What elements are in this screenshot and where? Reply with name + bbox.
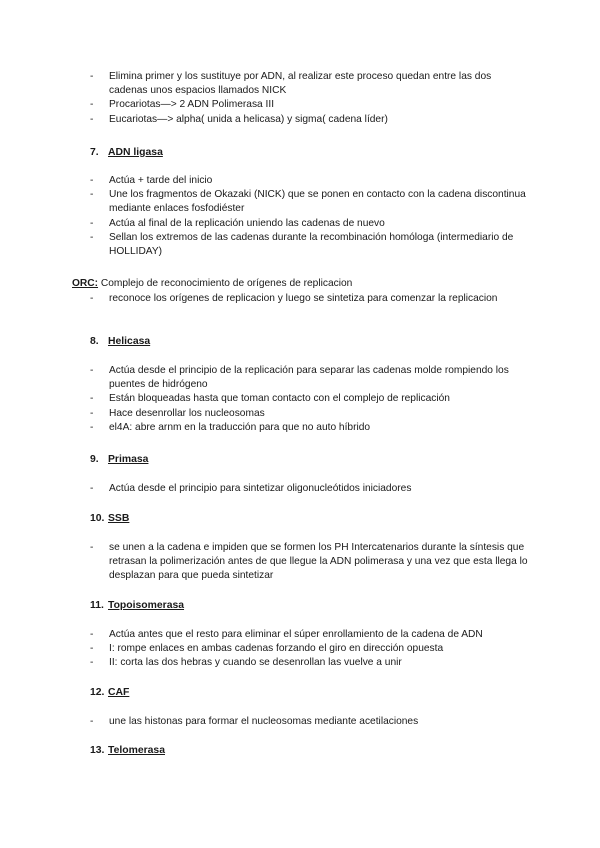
list-item: - Actúa + tarde del inicio (90, 174, 530, 188)
list-item: - Actúa antes que el resto para eliminar el súper enrollamiento de la cadena de ADN (90, 628, 530, 642)
section-number: 9. (90, 454, 99, 465)
list-item: - Actúa desde el principio de la replicación para separar las cadenas molde rompiendo los puentes de hidrógeno (90, 364, 530, 392)
section-heading-helicasa (90, 335, 150, 349)
list-item: - Une los fragmentos de Okazaki (NICK) que se ponen en contacto con la cadena discontinua mediante enlaces fosfodiéster (90, 188, 530, 216)
section-number: 11. (90, 600, 104, 611)
caf-list (90, 715, 530, 729)
orc-text: Complejo de reconocimiento de orígenes de replicacion (98, 278, 353, 289)
section-title: SSB (108, 513, 130, 524)
section-heading-primasa (90, 453, 148, 467)
section-heading-caf (90, 686, 129, 700)
section-title: Telomerasa (108, 745, 165, 756)
list-item: - Eucariotas—> alpha( unida a helicasa) y sigma( cadena líder) (90, 113, 530, 127)
orc-definition (72, 277, 352, 291)
section-number: 12. (90, 687, 105, 698)
list-item: - I: rompe enlaces en ambas cadenas forzando el giro en dirección opuesta (90, 642, 530, 656)
list-item: - Elimina primer y los sustituye por ADN, al realizar este proceso quedan entre las dos cadenas unos espacios llamados NICK (90, 70, 530, 98)
list-item: - Procariotas—> 2 ADN Polimerasa III (90, 98, 530, 112)
section-title: Primasa (108, 454, 149, 465)
topoisomerasa-list (90, 628, 530, 671)
section-heading-adn-ligasa (90, 146, 163, 160)
section-title: Topoisomerasa (108, 600, 185, 611)
intro-list (90, 70, 530, 127)
section-title: Helicasa (108, 336, 151, 347)
section-title: CAF (108, 687, 130, 698)
list-item: - II: corta las dos hebras y cuando se desenrollan las vuelve a unir (90, 656, 530, 670)
list-item: - Hace desenrollar los nucleosomas (90, 407, 530, 421)
ssb-list (90, 541, 530, 584)
section-title: ADN ligasa (108, 147, 163, 158)
section-number: 8. (90, 336, 99, 347)
section-number: 10. (90, 513, 105, 524)
section-heading-topoisomerasa (90, 599, 184, 613)
orc-list (90, 292, 530, 306)
helicasa-list (90, 364, 530, 435)
primasa-list (90, 482, 530, 496)
orc-label: ORC: (72, 278, 99, 289)
section-number: 7. (90, 147, 99, 158)
list-item: - Actúa desde el principio para sintetizar oligonucleótidos iniciadores (90, 482, 530, 496)
section-number: 13. (90, 745, 105, 756)
list-item: - Actúa al final de la replicación uniendo las cadenas de nuevo (90, 217, 530, 231)
list-item: - el4A: abre arnm en la traducción para que no auto híbrido (90, 421, 530, 435)
section-heading-telomerasa (90, 744, 165, 758)
list-item: - Están bloqueadas hasta que toman contacto con el complejo de replicación (90, 392, 530, 406)
adn-ligasa-list (90, 174, 530, 259)
list-item: - se unen a la cadena e impiden que se formen los PH Intercatenarios durante la síntesis que retrasan la polimerización antes de que llegue la ADN polimerasa y una vez que esta llega lo desplazan para que pueda sintetizar (90, 541, 530, 584)
list-item: - une las histonas para formar el nucleosomas mediante acetilaciones (90, 715, 530, 729)
list-item: - reconoce los orígenes de replicacion y luego se sintetiza para comenzar la replicacion (90, 292, 530, 306)
section-heading-ssb (90, 512, 129, 526)
list-item: - Sellan los extremos de las cadenas durante la recombinación homóloga (intermediario de HOLLIDAY) (90, 231, 530, 259)
